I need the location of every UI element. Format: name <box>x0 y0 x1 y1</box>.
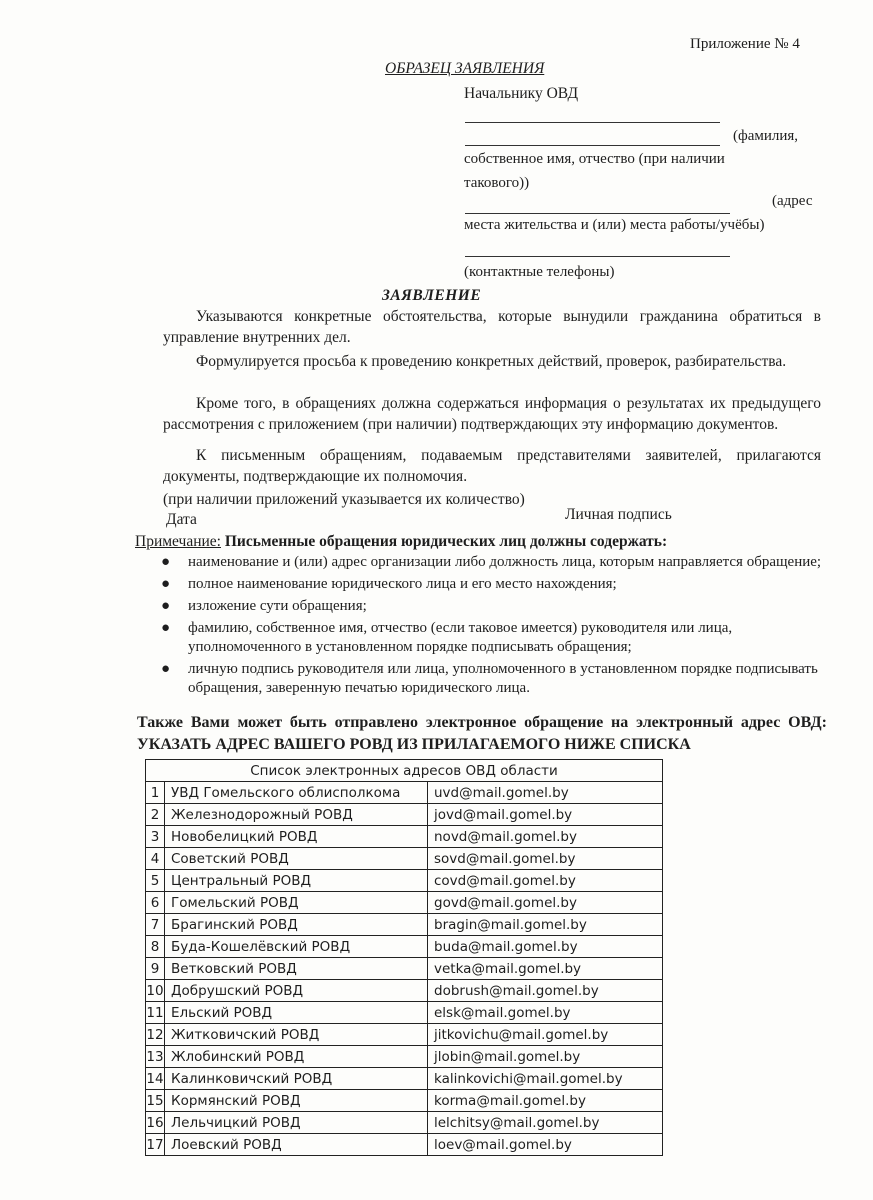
department-email: loev@mail.gomel.by <box>428 1134 663 1156</box>
table-row <box>146 1134 663 1156</box>
department-name: Житковичский РОВД <box>165 1024 428 1046</box>
department-email: jitkovichu@mail.gomel.by <box>428 1024 663 1046</box>
paragraph-circumstances: Указываются конкретные обстоятельства, которые вынудили гражданина обратиться в управление внутренних дел. <box>163 308 821 346</box>
row-number: 8 <box>146 936 165 958</box>
attachments-note: (при наличии приложений указывается их количество) <box>163 491 525 508</box>
department-email: covd@mail.gomel.by <box>428 870 663 892</box>
department-name: Лоевский РОВД <box>165 1134 428 1156</box>
table-row <box>146 958 663 980</box>
sample-title: ОБРАЗЕЦ ЗАЯВЛЕНИЯ <box>385 60 545 77</box>
row-number: 11 <box>146 1002 165 1024</box>
row-number: 7 <box>146 914 165 936</box>
list-item: ● изложение сути обращения; <box>161 598 367 614</box>
statement-title: ЗАЯВЛЕНИЕ <box>382 287 482 304</box>
appendix-label: Приложение № 4 <box>690 36 800 52</box>
paragraph-representatives: К письменным обращениям, подаваемым представителями заявителей, прилагаются документы, подтверждающие их полномочия. <box>163 447 821 485</box>
department-email: jlobin@mail.gomel.by <box>428 1046 663 1068</box>
department-name: Буда-Кошелёвский РОВД <box>165 936 428 958</box>
department-name: Брагинский РОВД <box>165 914 428 936</box>
row-number: 17 <box>146 1134 165 1156</box>
department-name: Ельский РОВД <box>165 1002 428 1024</box>
row-number: 15 <box>146 1090 165 1112</box>
department-email: dobrush@mail.gomel.by <box>428 980 663 1002</box>
bullet-icon: ● <box>161 620 171 636</box>
table-row <box>146 914 663 936</box>
fio-text-2: такового)) <box>464 175 530 191</box>
table-row <box>146 804 663 826</box>
fio-text: собственное имя, отчество (при наличии <box>464 151 725 167</box>
table-row <box>146 936 663 958</box>
bullet-icon: ● <box>161 661 171 677</box>
table-row <box>146 1090 663 1112</box>
department-email: govd@mail.gomel.by <box>428 892 663 914</box>
department-name: Советский РОВД <box>165 848 428 870</box>
department-name: Жлобинский РОВД <box>165 1046 428 1068</box>
row-number: 12 <box>146 1024 165 1046</box>
fill-line-name <box>465 122 720 123</box>
department-name: Ветковский РОВД <box>165 958 428 980</box>
list-item: ● наименование и (или) адрес организации либо должность лица, которым направляется обращение; <box>161 554 822 570</box>
table-row <box>146 1068 663 1090</box>
department-name: Гомельский РОВД <box>165 892 428 914</box>
row-number: 2 <box>146 804 165 826</box>
table-row <box>146 892 663 914</box>
row-number: 6 <box>146 892 165 914</box>
addressee: Начальнику ОВД <box>464 85 579 102</box>
department-email: lelchitsy@mail.gomel.by <box>428 1112 663 1134</box>
date-label: Дата <box>166 511 197 528</box>
department-name: Центральный РОВД <box>165 870 428 892</box>
signature-label: Личная подпись <box>565 506 672 523</box>
department-email: novd@mail.gomel.by <box>428 826 663 848</box>
department-email: bragin@mail.gomel.by <box>428 914 663 936</box>
table-row <box>146 870 663 892</box>
row-number: 5 <box>146 870 165 892</box>
department-email: buda@mail.gomel.by <box>428 936 663 958</box>
row-number: 16 <box>146 1112 165 1134</box>
row-number: 9 <box>146 958 165 980</box>
bullet-icon: ● <box>161 554 171 570</box>
fill-line-address <box>465 213 730 214</box>
department-name: Калинковичский РОВД <box>165 1068 428 1090</box>
table-row <box>146 1002 663 1024</box>
department-email: jovd@mail.gomel.by <box>428 804 663 826</box>
requirements-list <box>150 553 825 701</box>
list-item: ● личную подпись руководителя или лица, уполномоченного в установленном порядке подписывать обращения, заверенную печатью юридического лица. <box>161 661 818 696</box>
row-number: 13 <box>146 1046 165 1068</box>
fill-line-fio <box>465 145 720 146</box>
note-heading <box>135 533 667 551</box>
department-email: korma@mail.gomel.by <box>428 1090 663 1112</box>
address-hint: (адрес <box>772 193 813 209</box>
row-number: 4 <box>146 848 165 870</box>
department-email: kalinkovichi@mail.gomel.by <box>428 1068 663 1090</box>
row-number: 3 <box>146 826 165 848</box>
note-heading-text: Письменные обращения юридических лиц должны содержать: <box>224 533 668 550</box>
fio-hint: (фамилия, <box>733 128 799 144</box>
table-row <box>146 1024 663 1046</box>
table-row <box>146 980 663 1002</box>
department-name: Добрушский РОВД <box>165 980 428 1002</box>
table-row <box>146 1112 663 1134</box>
department-email: uvd@mail.gomel.by <box>428 782 663 804</box>
table-row <box>146 826 663 848</box>
paragraph-previous-results: Кроме того, в обращениях должна содержаться информация о результатах их предыдущего рассмотрения с приложением (при наличии) подтверждающих эту информацию документов. <box>163 395 821 433</box>
table-title: Список электронных адресов ОВД области <box>146 760 663 782</box>
email-notice: Также Вами может быть отправлено электронное обращение на электронный адрес ОВД: УКАЗАТЬ АДРЕС ВАШЕГО РОВД ИЗ ПРИЛАГАЕМОГО НИЖЕ СПИСКА <box>137 714 827 753</box>
phones-text: (контактные телефоны) <box>464 264 615 280</box>
row-number: 1 <box>146 782 165 804</box>
table-row <box>146 782 663 804</box>
bullet-icon: ● <box>161 598 171 614</box>
department-name: Железнодорожный РОВД <box>165 804 428 826</box>
department-name: Новобелицкий РОВД <box>165 826 428 848</box>
address-text: места жительства и (или) места работы/учёбы) <box>464 217 765 233</box>
email-address-table <box>145 759 663 1156</box>
paragraph-request: Формулируется просьба к проведению конкретных действий, проверок, разбирательства. <box>196 353 787 370</box>
department-email: sovd@mail.gomel.by <box>428 848 663 870</box>
department-name: Лельчицкий РОВД <box>165 1112 428 1134</box>
row-number: 10 <box>146 980 165 1002</box>
department-name: Кормянский РОВД <box>165 1090 428 1112</box>
row-number: 14 <box>146 1068 165 1090</box>
table-row <box>146 1046 663 1068</box>
department-email: vetka@mail.gomel.by <box>428 958 663 980</box>
list-item: ● полное наименование юридического лица и его место нахождения; <box>161 576 617 592</box>
department-name: УВД Гомельского облисполкома <box>165 782 428 804</box>
fill-line-phones <box>465 256 730 257</box>
note-label: Примечание: <box>135 533 221 550</box>
table-row <box>146 848 663 870</box>
department-email: elsk@mail.gomel.by <box>428 1002 663 1024</box>
list-item: ● фамилию, собственное имя, отчество (если таковое имеется) руководителя или лица, уполномоченного в установленном порядке подписывать обращения; <box>161 620 733 655</box>
bullet-icon: ● <box>161 576 171 592</box>
